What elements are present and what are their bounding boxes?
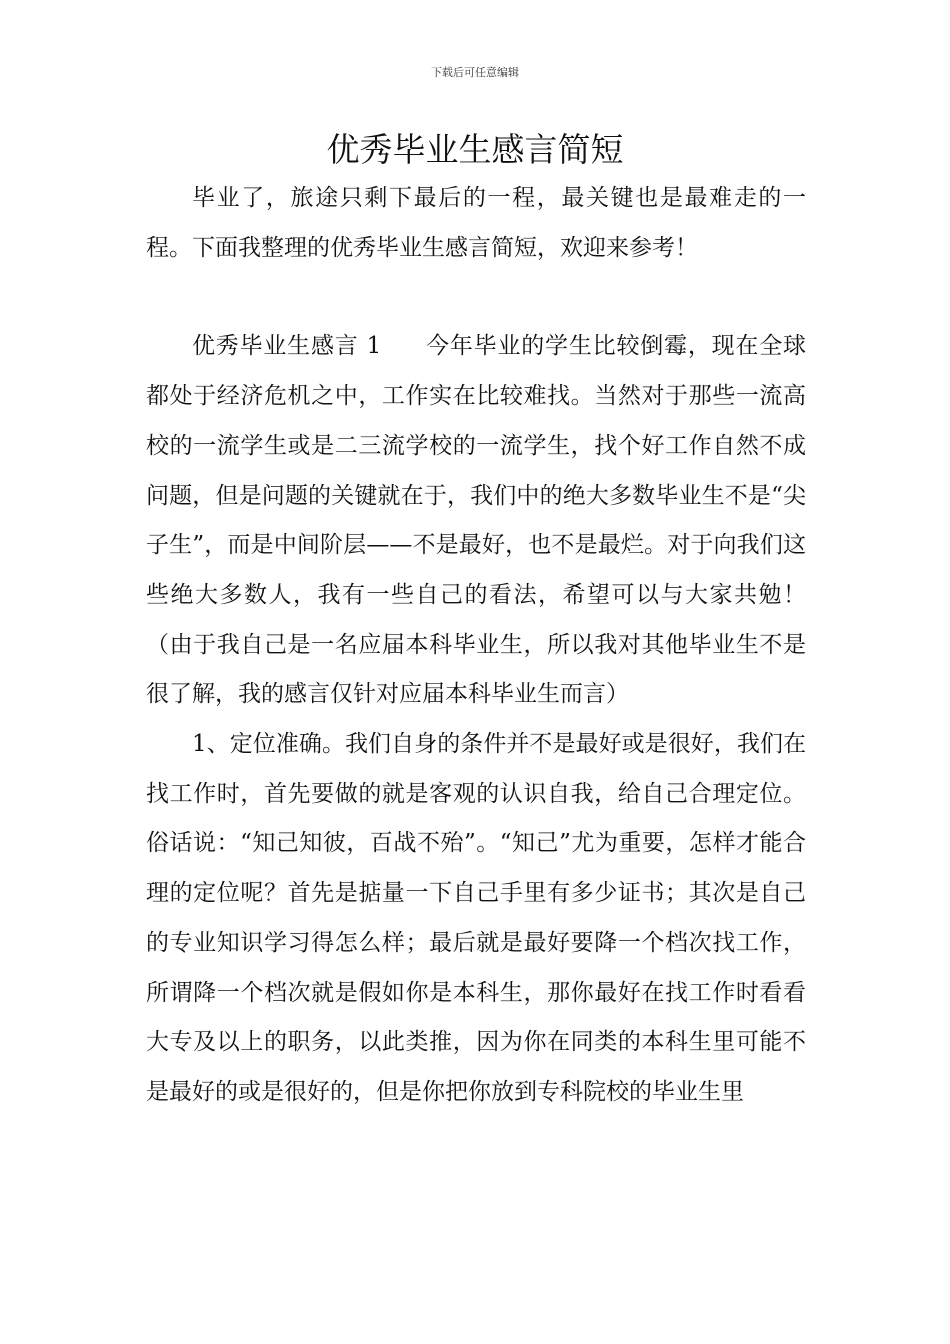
intro-paragraph: 毕业了，旅途只剩下最后的一程，最关键也是最难走的一程。下面我整理的优秀毕业生感言简短，欢迎来参考！	[146, 185, 806, 261]
header-note: 下载后可任意编辑	[431, 66, 519, 79]
section-1-text: 今年毕业的学生比较倒霉，现在全球都处于经济危机之中，工作实在比较难找。当然对于那些一流高校的一流学生或是二三流学校的一流学生，找个好工作自然不成问题，但是问题的关键就在于，我们中的绝大多数毕业生不是“尖子生”，而是中间阶层——不是最好，也不是最烂。对于向我们这些绝大多数人，我有一些自己的看法，希望可以与大家共勉！（由于我自己是一名应届本科毕业生，所以我对其他毕业生不是很了解，我的感言仅针对应届本科毕业生而言）	[146, 333, 806, 708]
document-title: 优秀毕业生感言简短	[326, 130, 624, 169]
point-1-paragraph: 1、定位准确。我们自身的条件并不是最好或是很好，我们在找工作时，首先要做的就是客观的认识自我，给自己合理定位。俗话说：“知己知彼，百战不殆”。“知己”尤为重要，怎样才能合理的定位呢？首先是掂量一下自己手里有多少证书；其次是自己的专业知识学习得怎么样；最后就是最好要降一个档次找工作，所谓降一个档次就是假如你是本科生，那你最好在找工作时看看大专及以上的职务，以此类推，因为你在同类的本科生里可能不是最好的或是很好的，但是你把你放到专科院校的毕业生里	[146, 731, 806, 1105]
section-1-heading: 优秀毕业生感言 1	[192, 333, 382, 360]
document-body	[146, 174, 806, 1118]
section-1-paragraph	[146, 322, 806, 720]
